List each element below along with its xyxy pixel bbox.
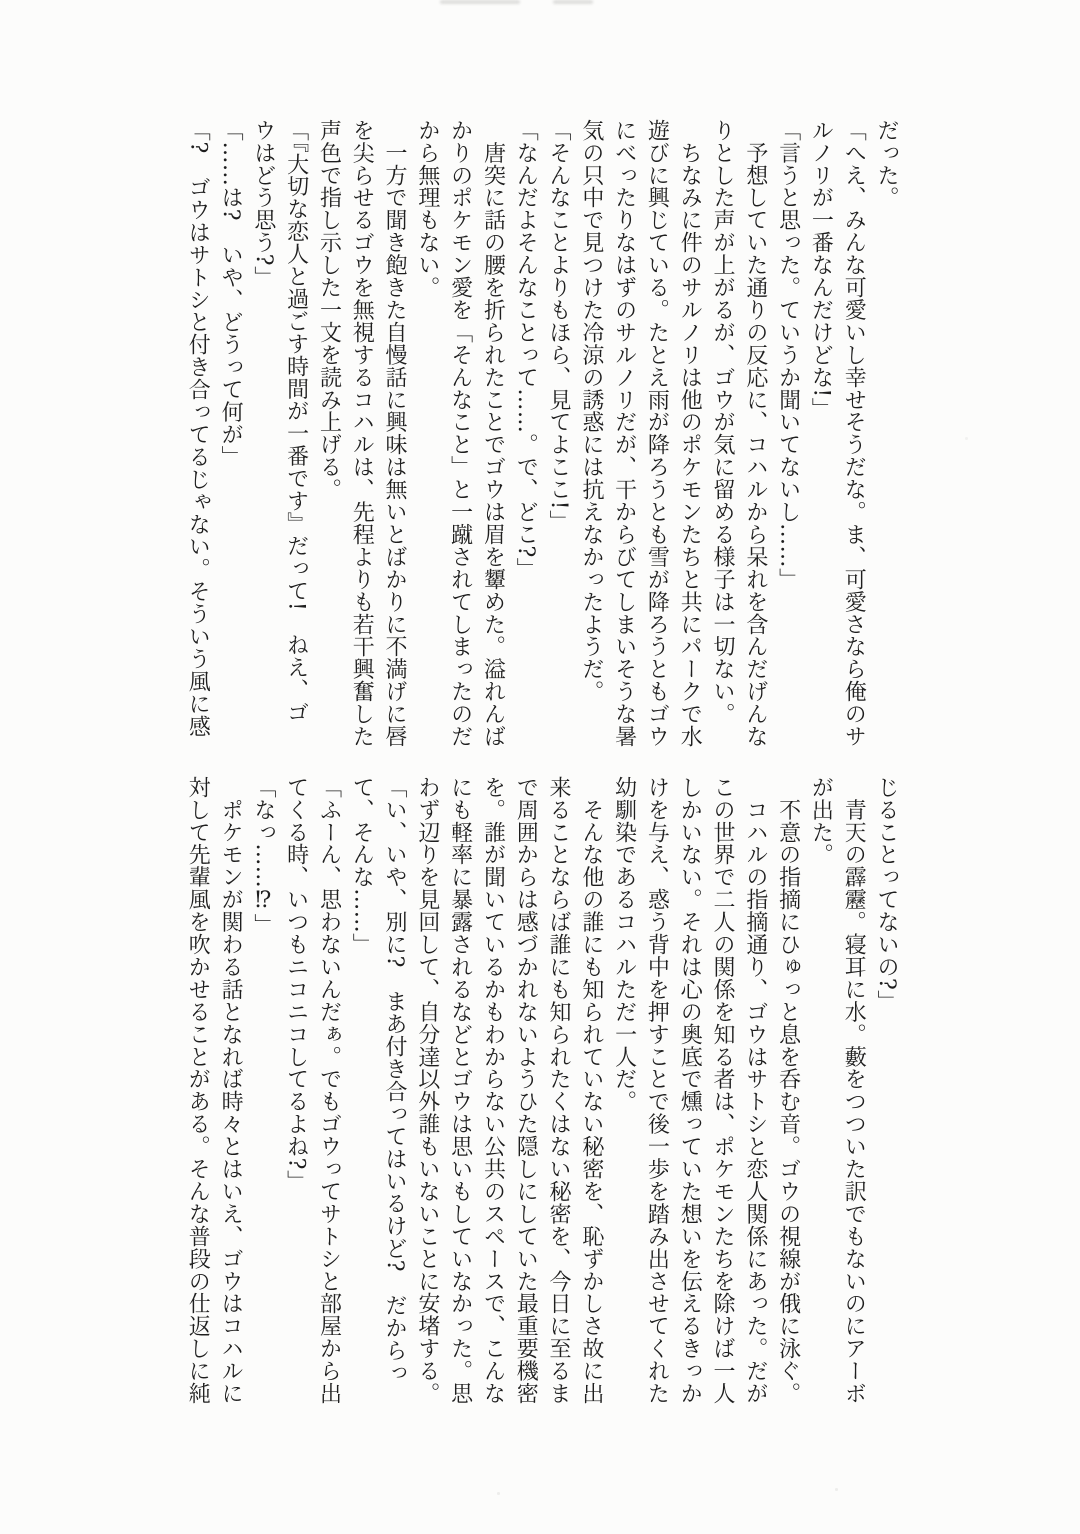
text-block-top bbox=[174, 119, 902, 753]
scan-speck bbox=[835, 1488, 838, 1491]
text-column: じることってないの?」 bbox=[874, 776, 899, 1013]
text-column: 不意の指摘にひゅっと息を呑む音。ゴウの視線が俄に泳ぐ。 bbox=[775, 776, 801, 1405]
text-column: 「なんだよそんなことって……。で、どこ?」 bbox=[513, 119, 539, 581]
text-column: で周囲からは感づかれないようひた隠しにしていた最重要機密 bbox=[513, 776, 539, 1405]
text-column: 幼馴染であるコハルただ一人だ。 bbox=[611, 776, 637, 1113]
text-column: を尖らせるゴウを無視するコハルは、先程よりも若干興奮した bbox=[349, 119, 375, 748]
text-column: 「? ゴウはサトシと付き合ってるじゃない。そういう風に感 bbox=[185, 119, 211, 738]
scan-speck bbox=[497, 1492, 500, 1495]
text-column: を。誰が聞いているかもわからない公共のスペースで、こんな bbox=[480, 776, 506, 1405]
text-column: 「そんなことよりもほら、見てよここ!」 bbox=[546, 119, 572, 533]
scan-artifact-top-edge bbox=[553, 0, 593, 4]
text-column: 「へえ、みんな可愛いし幸せそうだな。ま、可愛さなら俺のサ bbox=[841, 119, 867, 748]
text-column: けを与え、惑う背中を押すことで後一歩を踏み出させてくれた bbox=[644, 776, 670, 1405]
text-column: 「ふーん、思わないんだぁ。でもゴウってサトシと部屋から出 bbox=[316, 776, 342, 1405]
text-column: わず辺りを見回して、自分達以外誰もいないことに安堵する。 bbox=[414, 776, 440, 1405]
text-column: 対して先輩風を吹かせることがある。そんな普段の仕返しに純 bbox=[185, 776, 211, 1405]
text-column: 予想していた通りの反応に、コハルから呆れを含んだげんな bbox=[742, 119, 768, 748]
text-column: ルノリが一番なんだけどな!」 bbox=[808, 119, 834, 421]
text-column: 「言うと思った。ていうか聞いてないし……」 bbox=[775, 119, 801, 591]
text-column: 「なっ……⁉」 bbox=[250, 776, 276, 937]
text-column: この世界で二人の関係を知る者は、ポケモンたちを除けば一人 bbox=[710, 776, 736, 1405]
text-column: 「『大切な恋人と過ごす時間が一番です』だって! ねえ、ゴ bbox=[283, 119, 309, 724]
text-column: そんな他の誰にも知られていない秘密を、恥ずかしさ故に出 bbox=[578, 776, 604, 1405]
text-column: 「い、いや、別に? まあ付き合ってはいるけど? だからっ bbox=[382, 776, 408, 1385]
scan-speck bbox=[965, 437, 968, 440]
text-column: かりのポケモン愛を「そんなこと」と一蹴されてしまったのだ bbox=[447, 119, 473, 748]
text-column: て、そんな……」 bbox=[349, 776, 375, 956]
text-column: にも軽率に暴露されるなどとゴウは思いもしていなかった。思 bbox=[447, 776, 473, 1405]
text-column: 一方で聞き飽きた自慢話に興味は無いとばかりに不満げに唇 bbox=[382, 119, 408, 748]
text-column: 「……は? いや、どうって何が」 bbox=[218, 119, 244, 468]
text-column: ちなみに件のサルノリは他のポケモンたちと共にパークで水 bbox=[677, 119, 703, 748]
text-column: りとした声が上がるが、ゴウが気に留める様子は一切ない。 bbox=[710, 119, 736, 726]
text-column: ポケモンが関わる話となれば時々とはいえ、ゴウはコハルに bbox=[218, 776, 244, 1405]
text-block-bottom bbox=[174, 776, 902, 1410]
text-column: にべったりなはずのサルノリだが、干からびてしまいそうな暑 bbox=[611, 119, 637, 748]
text-column: から無理もない。 bbox=[414, 119, 440, 299]
text-column: てくる時、いつもニコニコしてるよね?」 bbox=[283, 776, 309, 1193]
text-column: しかいない。それは心の奥底で燻っていた想いを伝えるきっか bbox=[677, 776, 703, 1405]
text-column: だった。 bbox=[874, 119, 899, 209]
text-column: 気の只中で見つけた冷涼の誘惑には抗えなかったようだ。 bbox=[578, 119, 604, 703]
text-column: 声色で指し示した一文を読み上げる。 bbox=[316, 119, 342, 501]
text-column: 遊びに興じている。たとえ雨が降ろうとも雪が降ろうともゴウ bbox=[644, 119, 670, 748]
text-column: 唐突に話の腰を折られたことでゴウは眉を顰めた。溢れんば bbox=[480, 119, 506, 748]
text-column: 青天の霹靂。寝耳に水。藪をつついた訳でもないのにアーボ bbox=[841, 776, 867, 1405]
text-column: ウはどう思う?」 bbox=[250, 119, 276, 289]
text-column: 来ることならば誰にも知られたくはない秘密を、今日に至るま bbox=[546, 776, 572, 1405]
scan-artifact-top-edge bbox=[440, 0, 520, 4]
text-column: コハルの指摘通り、ゴウはサトシと恋人関係にあった。だが bbox=[742, 776, 768, 1405]
text-column: が出た。 bbox=[808, 776, 834, 866]
